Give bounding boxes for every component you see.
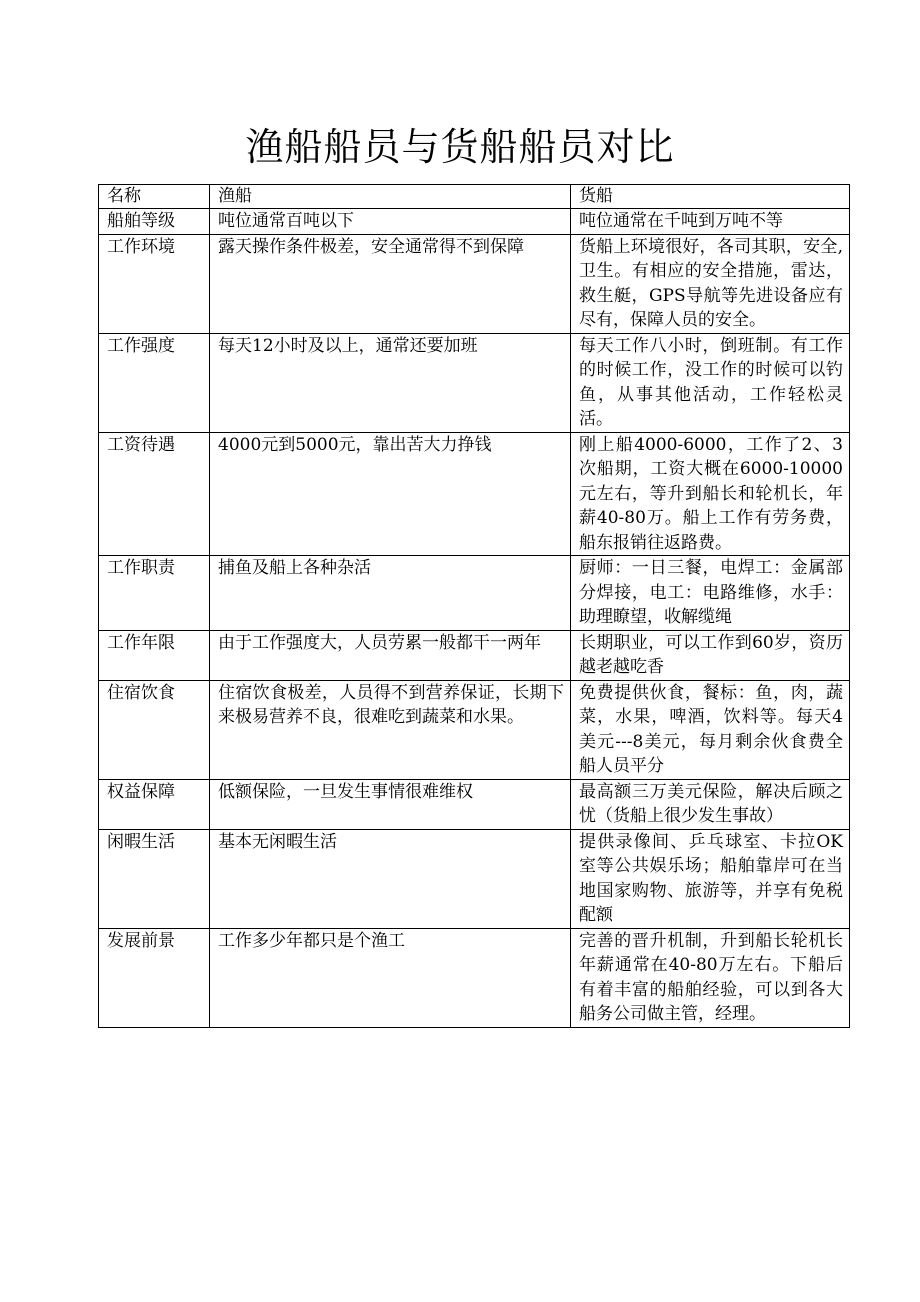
row-label: 工作强度 <box>99 333 210 432</box>
table-header-row <box>99 185 850 209</box>
fishing-cell: 由于工作强度大，人员劳累一般都干一两年 <box>210 630 571 680</box>
table-row <box>99 556 850 631</box>
table-row <box>99 829 850 928</box>
table-row <box>99 928 850 1027</box>
fishing-cell: 捕鱼及船上各种杂活 <box>210 556 571 631</box>
cargo-cell: 吨位通常在千吨到万吨不等 <box>571 209 850 235</box>
header-cell-name: 名称 <box>99 185 210 209</box>
row-label: 住宿饮食 <box>99 680 210 779</box>
row-label: 发展前景 <box>99 928 210 1027</box>
table-row <box>99 779 850 829</box>
fishing-cell: 每天12小时及以上，通常还要加班 <box>210 333 571 432</box>
table-row <box>99 234 850 333</box>
row-label: 工作职责 <box>99 556 210 631</box>
comparison-table <box>98 184 850 1028</box>
table-row <box>99 333 850 432</box>
row-label: 工作年限 <box>99 630 210 680</box>
cargo-cell: 厨师：一日三餐，电焊工：金属部分焊接，电工：电路维修，水手：助理瞭望，收解缆绳 <box>571 556 850 631</box>
header-cell-fishing: 渔船 <box>210 185 571 209</box>
table-row <box>99 630 850 680</box>
cargo-cell: 刚上船4000-6000，工作了2、3次船期，工资大概在6000-10000元左右，等升到船长和轮机长，年薪40-80万。船上工作有劳务费，船东报销往返路费。 <box>571 432 850 556</box>
cargo-cell: 每天工作八小时，倒班制。有工作的时候工作，没工作的时候可以钓鱼，从事其他活动，工作轻松灵活。 <box>571 333 850 432</box>
cargo-cell: 最高额三万美元保险，解决后顾之忧（货船上很少发生事故） <box>571 779 850 829</box>
fishing-cell: 4000元到5000元，靠出苦大力挣钱 <box>210 432 571 556</box>
header-cell-cargo: 货船 <box>571 185 850 209</box>
table-row <box>99 680 850 779</box>
cargo-cell: 完善的晋升机制，升到船长轮机长年薪通常在40-80万左右。下船后有着丰富的船舶经验，可以到各大船务公司做主管，经理。 <box>571 928 850 1027</box>
row-label: 闲暇生活 <box>99 829 210 928</box>
row-label: 船舶等级 <box>99 209 210 235</box>
page-title: 渔船船员与货船船员对比 <box>245 125 675 169</box>
table-row <box>99 432 850 556</box>
fishing-cell: 低额保险，一旦发生事情很难维权 <box>210 779 571 829</box>
fishing-cell: 吨位通常百吨以下 <box>210 209 571 235</box>
row-label: 权益保障 <box>99 779 210 829</box>
row-label: 工资待遇 <box>99 432 210 556</box>
cargo-cell: 长期职业，可以工作到60岁，资历越老越吃香 <box>571 630 850 680</box>
cargo-cell: 提供录像间、乒乓球室、卡拉OK室等公共娱乐场；船舶靠岸可在当地国家购物、旅游等，并享有免税配额 <box>571 829 850 928</box>
cargo-cell: 货船上环境很好，各司其职，安全,卫生。有相应的安全措施，雷达，救生艇，GPS导航等先进设备应有尽有，保障人员的安全。 <box>571 234 850 333</box>
fishing-cell: 工作多少年都只是个渔工 <box>210 928 571 1027</box>
fishing-cell: 住宿饮食极差，人员得不到营养保证，长期下来极易营养不良，很难吃到蔬菜和水果。 <box>210 680 571 779</box>
cargo-cell: 免费提供伙食，餐标：鱼，肉，蔬菜，水果，啤酒，饮料等。每天4美元---8美元，每月剩余伙食费全船人员平分 <box>571 680 850 779</box>
fishing-cell: 露天操作条件极差，安全通常得不到保障 <box>210 234 571 333</box>
table-row <box>99 209 850 235</box>
fishing-cell: 基本无闲暇生活 <box>210 829 571 928</box>
row-label: 工作环境 <box>99 234 210 333</box>
